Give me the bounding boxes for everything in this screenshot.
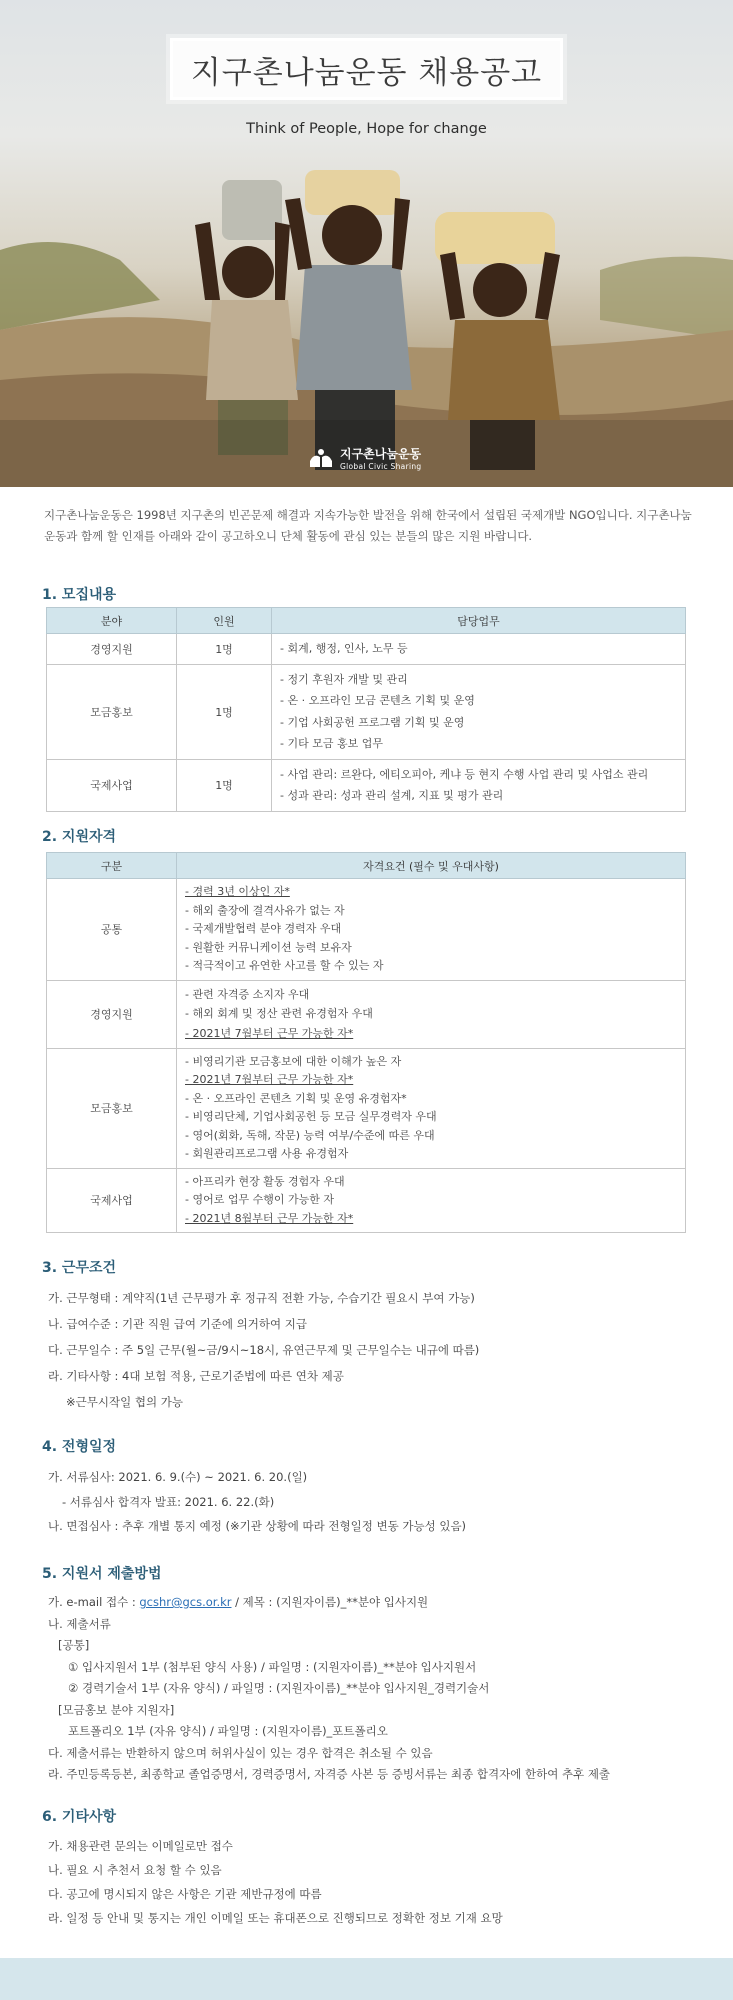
requirement-item: - 비영리단체, 기업사회공헌 등 모금 실무경력자 우대 <box>185 1110 437 1123</box>
tagline: Think of People, Hope for change <box>246 121 487 137</box>
duties-cell <box>272 664 686 759</box>
hands-logo-icon <box>308 447 334 469</box>
section-title-schedule: 4. 전형일정 <box>42 1439 117 1455</box>
column-header: 자격요건 (필수 및 우대사항) <box>177 853 686 879</box>
duty-item: - 정기 후원자 개발 및 관리 <box>280 672 408 686</box>
field-cell: 국제사업 <box>47 759 177 811</box>
list-item: 나. 제출서류 <box>48 1616 111 1631</box>
table-header-row <box>47 608 686 634</box>
list-item: ② 경력기술서 1부 (자유 양식) / 파일명 : (지원자이름)_**분야 입사지원_경력기술서 <box>68 1681 490 1695</box>
duties-cell <box>272 759 686 811</box>
count-cell: 1명 <box>177 634 272 665</box>
requirement-item: - 국제개발협력 분야 경력자 우대 <box>185 922 342 935</box>
table-row <box>47 980 686 1048</box>
list-item: [공통] <box>58 1638 90 1652</box>
list-item: [모금홍보 분야 지원자] <box>58 1702 175 1717</box>
conditions-list <box>48 1285 479 1415</box>
list-item: 나. 필요 시 추천서 요청 할 수 있음 <box>48 1863 222 1877</box>
email-prefix: 가. e-mail 접수 : <box>48 1595 140 1609</box>
list-item: 포트폴리오 1부 (자유 양식) / 파일명 : (지원자이름)_포트폴리오 <box>68 1724 388 1738</box>
list-item: 나. 면접심사 : 추후 개별 통지 예정 (※기관 상황에 따라 전형일정 변동 가능성 있음) <box>48 1519 467 1533</box>
list-item: ※근무시작일 협의 가능 <box>66 1395 183 1409</box>
requirement-item: - 영어로 업무 수행이 가능한 자 <box>185 1193 334 1206</box>
duty-item: - 온 · 오프라인 모금 콘텐츠 기획 및 운영 <box>280 694 475 707</box>
duty-item: - 기타 모금 홍보 업무 <box>280 737 383 750</box>
requirement-item: - 경력 3년 이상인 자* <box>185 885 290 898</box>
section-title-submission: 5. 지원서 제출방법 <box>42 1566 162 1582</box>
list-item: 가. 서류심사: 2021. 6. 9.(수) ~ 2021. 6. 20.(일) <box>48 1470 308 1484</box>
requirement-item: - 아프리카 현장 활동 경험자 우대 <box>185 1174 345 1188</box>
duty-item: - 기업 사회공헌 프로그램 기획 및 운영 <box>280 715 465 729</box>
list-item: - 서류심사 합격자 발표: 2021. 6. 22.(화) <box>62 1494 275 1509</box>
requirement-item: - 2021년 7월부터 근무 가능한 자* <box>185 1073 354 1086</box>
email-link[interactable]: gcshr@gcs.or.kr <box>139 1595 232 1609</box>
list-item: ① 입사지원서 1부 (첨부된 양식 사용) / 파일명 : (지원자이름)_**분야 입사지원서 <box>68 1659 477 1674</box>
etc-list <box>48 1834 503 1930</box>
requirements-cell <box>177 1168 686 1233</box>
section-title-etc: 6. 기타사항 <box>42 1809 117 1825</box>
requirement-item: - 적극적이고 유연한 사고를 할 수 있는 자 <box>185 959 384 972</box>
table-row <box>47 634 686 665</box>
list-item: 나. 급여수준 : 기관 직원 급여 기준에 의거하여 지급 <box>48 1317 307 1331</box>
list-item: 가. 근무형태 : 계약직(1년 근무평가 후 정규직 전환 가능, 수습기간 필요시 부여 가능) <box>48 1291 475 1305</box>
logo-english: Global Civic Sharing <box>340 462 422 471</box>
column-header: 분야 <box>47 608 177 634</box>
count-cell: 1명 <box>177 664 272 759</box>
list-item: 다. 근무일수 : 주 5일 근무(월~금/9시~18시, 유연근무제 및 근무일수는 내규에 따름) <box>48 1343 480 1357</box>
table-header-row <box>47 853 686 879</box>
schedule-list <box>48 1465 466 1539</box>
requirements-cell <box>177 980 686 1048</box>
email-line <box>48 1592 610 1614</box>
table-row <box>47 1168 686 1233</box>
requirements-cell <box>177 1048 686 1168</box>
requirement-item: - 해외 출장에 결격사유가 없는 자 <box>185 903 345 917</box>
requirement-item: - 회원관리프로그램 사용 유경험자 <box>185 1147 349 1160</box>
section-title-conditions: 3. 근무조건 <box>42 1260 117 1276</box>
field-cell: 경영지원 <box>47 634 177 665</box>
duty-item: - 사업 관리: 르완다, 에티오피아, 케냐 등 현지 수행 사업 관리 및 사업소 관리 <box>280 767 649 781</box>
requirement-item: - 해외 회계 및 정산 관련 유경험자 우대 <box>185 1007 373 1021</box>
submission-list <box>48 1592 610 1786</box>
requirement-item: - 비영리기관 모금홍보에 대한 이해가 높은 자 <box>185 1054 402 1068</box>
column-header: 인원 <box>177 608 272 634</box>
list-item: 라. 일정 등 안내 및 통지는 개인 이메일 또는 휴대폰으로 진행되므로 정확한 정보 기재 요망 <box>48 1911 503 1925</box>
hero-banner <box>0 0 733 487</box>
count-cell: 1명 <box>177 759 272 811</box>
requirements-cell <box>177 879 686 981</box>
field-cell: 모금홍보 <box>47 664 177 759</box>
table-row <box>47 1048 686 1168</box>
requirement-item: - 2021년 8월부터 근무 가능한 자* <box>185 1211 354 1225</box>
qualification-table <box>46 852 686 1233</box>
section-title-recruit: 1. 모집내용 <box>42 587 117 603</box>
category-cell: 경영지원 <box>47 980 177 1048</box>
table-row <box>47 759 686 811</box>
requirement-item: - 온 · 오프라인 콘텐츠 기획 및 운영 유경험자* <box>185 1091 407 1105</box>
column-header: 담당업무 <box>272 608 686 634</box>
category-cell: 국제사업 <box>47 1168 177 1233</box>
list-item: 가. 채용관련 문의는 이메일로만 접수 <box>48 1839 233 1853</box>
table-row <box>47 879 686 981</box>
section-title-qualification: 2. 지원자격 <box>42 829 117 845</box>
duties-cell <box>272 634 686 665</box>
table-row <box>47 664 686 759</box>
duty-item: - 성과 관리: 성과 관리 설계, 지표 및 평가 관리 <box>280 789 504 802</box>
logo-korean: 지구촌나눔운동 <box>340 447 422 461</box>
requirement-item: - 2021년 7월부터 근무 가능한 자* <box>185 1026 354 1040</box>
page-title: 지구촌나눔운동 채용공고 <box>190 54 543 91</box>
duty-item: - 회계, 행정, 인사, 노무 등 <box>280 642 408 655</box>
requirement-item: - 영어(회화, 독해, 작문) 능력 여부/수준에 따른 우대 <box>185 1128 435 1142</box>
recruit-table <box>46 607 686 812</box>
requirement-item: - 원활한 커뮤니케이션 능력 보유자 <box>185 940 352 954</box>
requirement-item: - 관련 자격증 소지자 우대 <box>185 987 310 1001</box>
intro-paragraph: 지구촌나눔운동은 1998년 지구촌의 빈곤문제 해결과 지속가능한 발전을 위해 한국에서 설립된 국제개발 NGO입니다. 지구촌나눔운동과 함께 할 인재를 아래와 같이 공고하오니 단체 활동에 관심 있는 분들의 많은 지원 바랍니다. <box>44 508 692 543</box>
column-header: 구분 <box>47 853 177 879</box>
list-item: 라. 주민등록등본, 최종학교 졸업증명서, 경력증명서, 자격증 사본 등 증빙서류는 최종 합격자에 한하여 추후 제출 <box>48 1767 611 1781</box>
page-title-box <box>170 38 563 100</box>
list-item: 다. 공고에 명시되지 않은 사항은 기관 제반규정에 따름 <box>48 1887 322 1901</box>
category-cell: 공통 <box>47 879 177 981</box>
category-cell: 모금홍보 <box>47 1048 177 1168</box>
footer-band <box>0 1958 733 2000</box>
list-item: 라. 기타사항 : 4대 보험 적용, 근로기준법에 따른 연차 제공 <box>48 1369 344 1383</box>
email-suffix: / 제목 : (지원자이름)_**분야 입사지원 <box>231 1595 429 1609</box>
organization-logo <box>308 445 421 471</box>
list-item: 다. 제출서류는 반환하지 않으며 허위사실이 있는 경우 합격은 취소될 수 있음 <box>48 1745 433 1760</box>
